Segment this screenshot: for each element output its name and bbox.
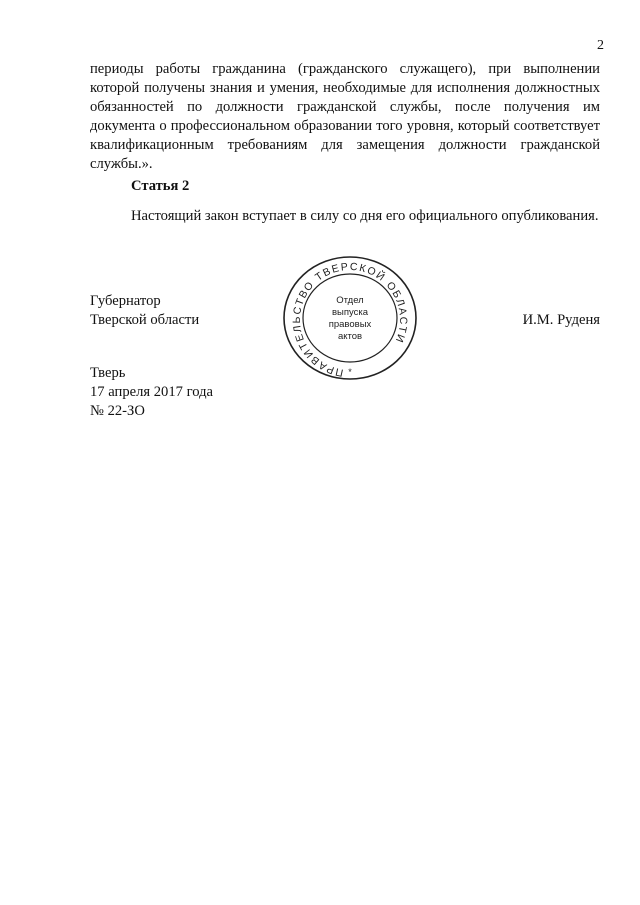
stamp-star: * <box>348 367 352 377</box>
footer-law-number: № 22-ЗО <box>90 403 145 419</box>
footer-date: 17 апреля 2017 года <box>90 384 213 400</box>
body-paragraph-2: Настоящий закон вступает в силу со дня его официального опубликования. <box>131 208 599 224</box>
stamp-center-line-2: выпуска <box>331 307 369 318</box>
page-number: 2 <box>597 38 604 53</box>
stamp-center-line-3: правовых <box>328 319 372 330</box>
footer-city: Тверь <box>90 365 126 381</box>
body-paragraph-1: периоды работы гражданина (гражданского служащего), при выполнении которой получены знания и умения, необходимые для исполнения должностных обязанностей по должности гражданской службы, после получения им документа о профессиональном образовании того уровня, который соответствует квалификационным требованиям для замещения должности гражданской службы.». <box>90 61 600 172</box>
stamp-inner-ring <box>303 274 397 362</box>
article-heading: Статья 2 <box>131 178 190 194</box>
official-stamp <box>279 253 421 383</box>
stamp-ring-text: ПРАВИТЕЛЬСТВО ТВЕРСКОЙ ОБЛАСТИ <box>290 260 410 379</box>
signatory-title-line-1: Губернатор <box>90 293 161 309</box>
document-footer <box>90 364 213 421</box>
stamp-center-line-4: актов <box>337 331 363 342</box>
signatory-name: И.М. Руденя <box>522 312 600 328</box>
stamp-center-line-1: Отдел <box>336 295 364 306</box>
signatory-title-line-2: Тверской области <box>90 312 200 328</box>
signatory-title <box>90 292 199 330</box>
stamp-outer-ring <box>284 257 416 379</box>
